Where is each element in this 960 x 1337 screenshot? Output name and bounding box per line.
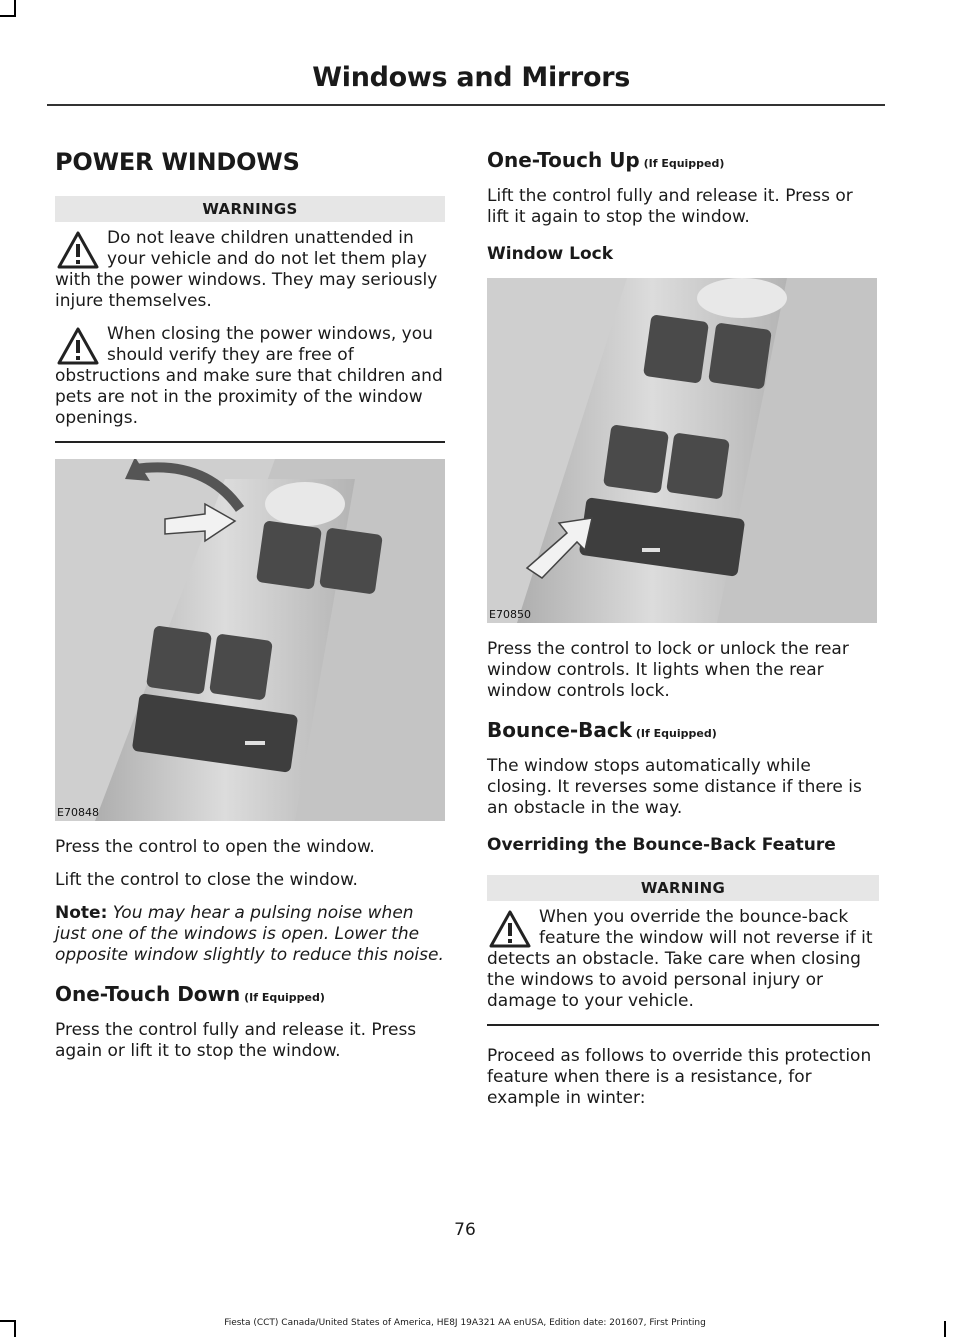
subheading-text: Bounce-Back xyxy=(487,718,633,742)
paragraph: Press the control to open the window. xyxy=(55,837,375,857)
window-lock-figure xyxy=(487,278,877,623)
header-rule xyxy=(47,104,885,106)
subheading-text: One-Touch Down xyxy=(55,982,241,1006)
subheading-overriding: Overriding the Bounce-Back Feature xyxy=(487,835,836,855)
warnings-header: WARNINGS xyxy=(55,196,445,222)
warning-rule xyxy=(487,1024,879,1026)
window-lock-illustration xyxy=(487,278,877,623)
left-column xyxy=(55,120,445,1074)
warning-text: When you override the bounce-back feature the window will not reverse if it detects an obstacle. Take care when closing the windows to avoid personal injury or damage to your vehicle. xyxy=(487,907,873,1011)
warning-triangle-icon xyxy=(57,230,99,270)
warning-item xyxy=(487,907,879,1012)
note-label: Note: xyxy=(55,903,108,923)
window-switch-illustration xyxy=(55,459,445,821)
subheading-text: One-Touch Up xyxy=(487,148,640,172)
paragraph: Proceed as follows to override this protection feature when there is a resistance, for example in winter: xyxy=(487,1046,872,1108)
warning-item xyxy=(55,324,445,429)
note-paragraph xyxy=(55,903,445,966)
right-column xyxy=(487,120,879,1121)
figure-code: E70848 xyxy=(57,806,99,819)
if-equipped-label: (If Equipped) xyxy=(632,727,717,740)
crop-mark xyxy=(944,1321,946,1337)
note-text: You may hear a pulsing noise when just one of the windows is open. Lower the opposite window slightly to reduce this noise. xyxy=(55,903,444,965)
paragraph: Lift the control fully and release it. Press or lift it again to stop the window. xyxy=(487,186,853,227)
paragraph: Lift the control to close the window. xyxy=(55,870,358,890)
figure-code: E70850 xyxy=(489,608,531,621)
warnings-rule xyxy=(55,441,445,443)
warning-header: WARNING xyxy=(487,875,879,901)
crop-mark xyxy=(0,15,16,17)
subheading-one-touch-up xyxy=(487,148,879,172)
if-equipped-label: (If Equipped) xyxy=(639,157,725,170)
page-footer: Fiesta (CCT) Canada/United States of America, HE8J 19A321 AA enUSA, Edition date: 201607, First Printing xyxy=(224,1318,706,1328)
subheading-one-touch-down xyxy=(55,982,445,1006)
warning-text: When closing the power windows, you should verify they are free of obstructions and make sure that children and pets are not in the proximity of the window openings. xyxy=(55,324,443,428)
crop-mark xyxy=(14,0,16,16)
warning-triangle-icon xyxy=(489,909,531,949)
paragraph: Press the control fully and release it. Press again or lift it to stop the window. xyxy=(55,1020,417,1061)
section-title: POWER WINDOWS xyxy=(55,148,300,176)
page-number: 76 xyxy=(454,1220,476,1240)
paragraph: The window stops automatically while closing. It reverses some distance if there is an obstacle in the way. xyxy=(487,756,862,818)
if-equipped-label: (If Equipped) xyxy=(240,991,325,1004)
subheading-bounce-back xyxy=(487,718,879,742)
window-switch-figure xyxy=(55,459,445,821)
warning-triangle-icon xyxy=(57,326,99,366)
warning-text: Do not leave children unattended in your vehicle and do not let them play with the power windows. They may seriously injure themselves. xyxy=(55,228,438,311)
paragraph: Press the control to lock or unlock the rear window controls. It lights when the rear window controls lock. xyxy=(487,639,849,701)
page-header-title: Windows and Mirrors xyxy=(312,62,630,93)
subheading-window-lock: Window Lock xyxy=(487,244,614,264)
warning-item xyxy=(55,228,445,312)
